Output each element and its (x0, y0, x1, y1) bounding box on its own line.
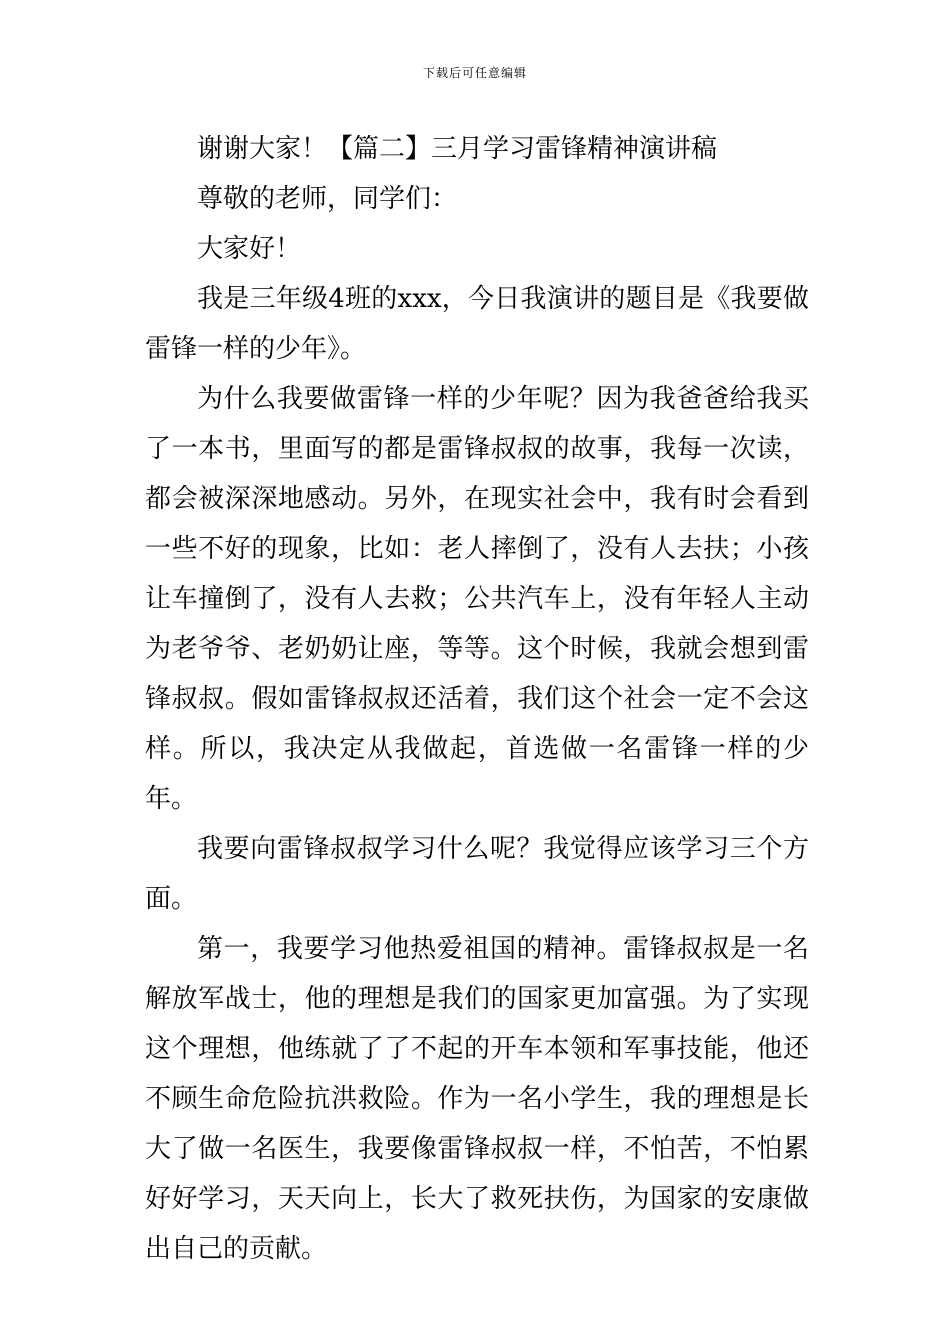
paragraph-three-aspects: 我要向雷锋叔叔学习什么呢？我觉得应该学习三个方面。 (145, 834, 809, 914)
paragraph-closing-and-title: 谢谢大家！【篇二】三月学习雷锋精神演讲稿 (197, 134, 718, 164)
paragraph-salutation: 尊敬的老师，同学们： (197, 184, 458, 214)
paragraph-first-aspect: 第一，我要学习他热爱祖国的精神。雷锋叔叔是一名解放军战士，他的理想是我们的国家更加富强。为了实现这个理想，他练就了了不起的开车本领和军事技能，他还不顾生命危险抗洪救险。作为一名小学生，我的理想是长大了做一名医生，我要像雷锋叔叔一样，不怕苦，不怕累好好学习，天天向上，长大了救死扶伤，为国家的安康做出自己的贡献。 (145, 934, 809, 1264)
document-body (145, 124, 809, 1274)
page-header: 下载后可任意编辑 (422, 66, 527, 80)
paragraph-reason: 为什么我要做雷锋一样的少年呢？因为我爸爸给我买了一本书，里面写的都是雷锋叔叔的故事，我每一次读，都会被深深地感动。另外，在现实社会中，我有时会看到一些不好的现象，比如：老人摔倒了，没有人去扶；小孩让车撞倒了，没有人去救；公共汽车上，没有年轻人主动为老爷爷、老奶奶让座，等等。这个时候，我就会想到雷锋叔叔。假如雷锋叔叔还活着，我们这个社会一定不会这样。所以，我决定从我做起，首选做一名雷锋一样的少年。 (145, 384, 809, 814)
paragraph-introduction: 我是三年级4班的xxx，今日我演讲的题目是《我要做雷锋一样的少年》。 (145, 284, 809, 364)
paragraph-greeting: 大家好！ (197, 234, 302, 264)
